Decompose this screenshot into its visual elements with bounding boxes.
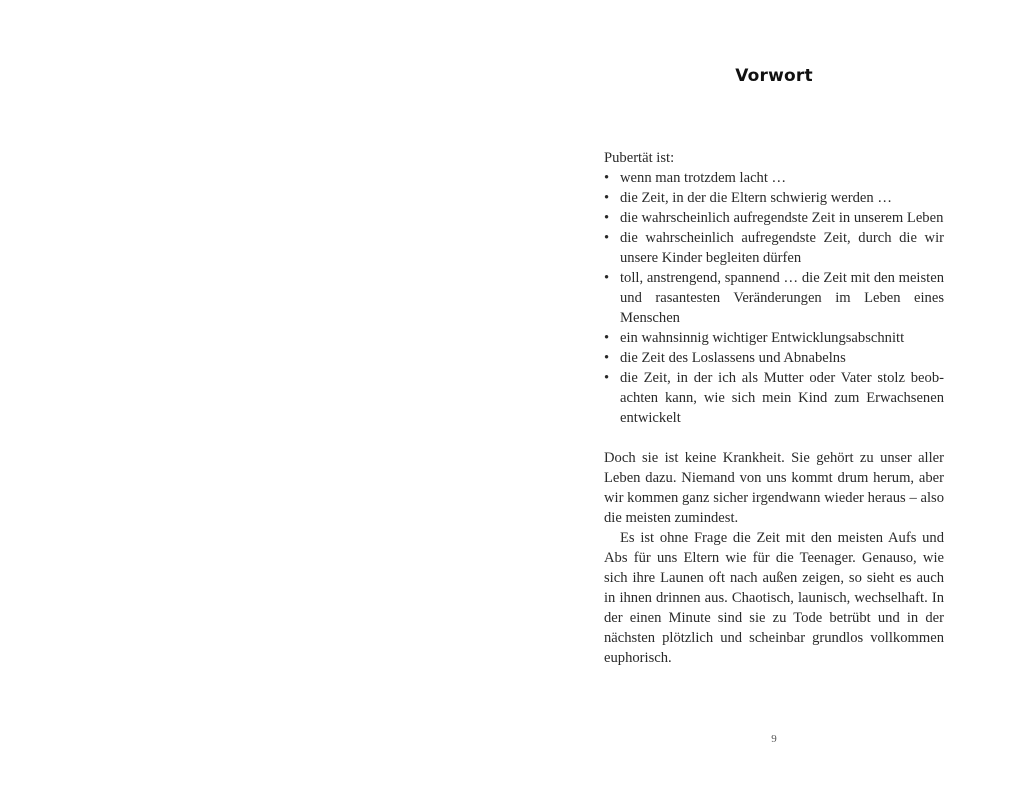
bullet-item: • die Zeit des Loslassens und Abnabelns [604,348,944,368]
bullet-item: • die Zeit, in der die Eltern schwierig werden … [604,188,944,208]
chapter-heading: Vorwort [735,66,813,86]
bullet-item: • toll, anstrengend, spannend … die Zeit mit den meisten und rasantesten Veränderungen im Leben eines Menschen [604,268,944,328]
paragraph: Doch sie ist keine Krankheit. Sie gehört zu unser aller Leben dazu. Niemand von uns kommt drum herum, aber wir kommen ganz sicher irgendwann wieder heraus – also die meisten zumindest. [604,450,944,526]
bullet-item: • ein wahnsinnig wichtiger Entwicklungsabschnitt [604,328,944,348]
paragraph: Es ist ohne Frage die Zeit mit den meisten Aufs und Abs für uns Eltern wie für die Teenager. Genauso, wie sich ihre Launen oft nach außen zeigen, so sieht es auch in ihnen drinnen aus. Chaotisch, launisch, wechselhaft. In der einen Minute sind sie zu Tode betrübt und in der nächsten plötzlich und scheinbar grundlos vollkommen euphorisch. [604,530,944,666]
body-text [604,148,944,668]
bullet-item: • die wahrscheinlich aufregendste Zeit, durch die wir unsere Kinder begleiten dürfen [604,228,944,268]
intro-line: Pubertät ist: [604,150,675,166]
bullet-list [604,168,944,428]
bullet-item: • wenn man trotzdem lacht … [604,168,944,188]
bullet-item: • die Zeit, in der ich als Mutter oder Vater stolz beobachten kann, wie sich mein Kind zum Erwachsenen entwickelt [604,368,944,428]
page-number: 9 [771,733,777,745]
bullet-item: • die wahrscheinlich aufregendste Zeit in unserem Leben [604,208,944,228]
